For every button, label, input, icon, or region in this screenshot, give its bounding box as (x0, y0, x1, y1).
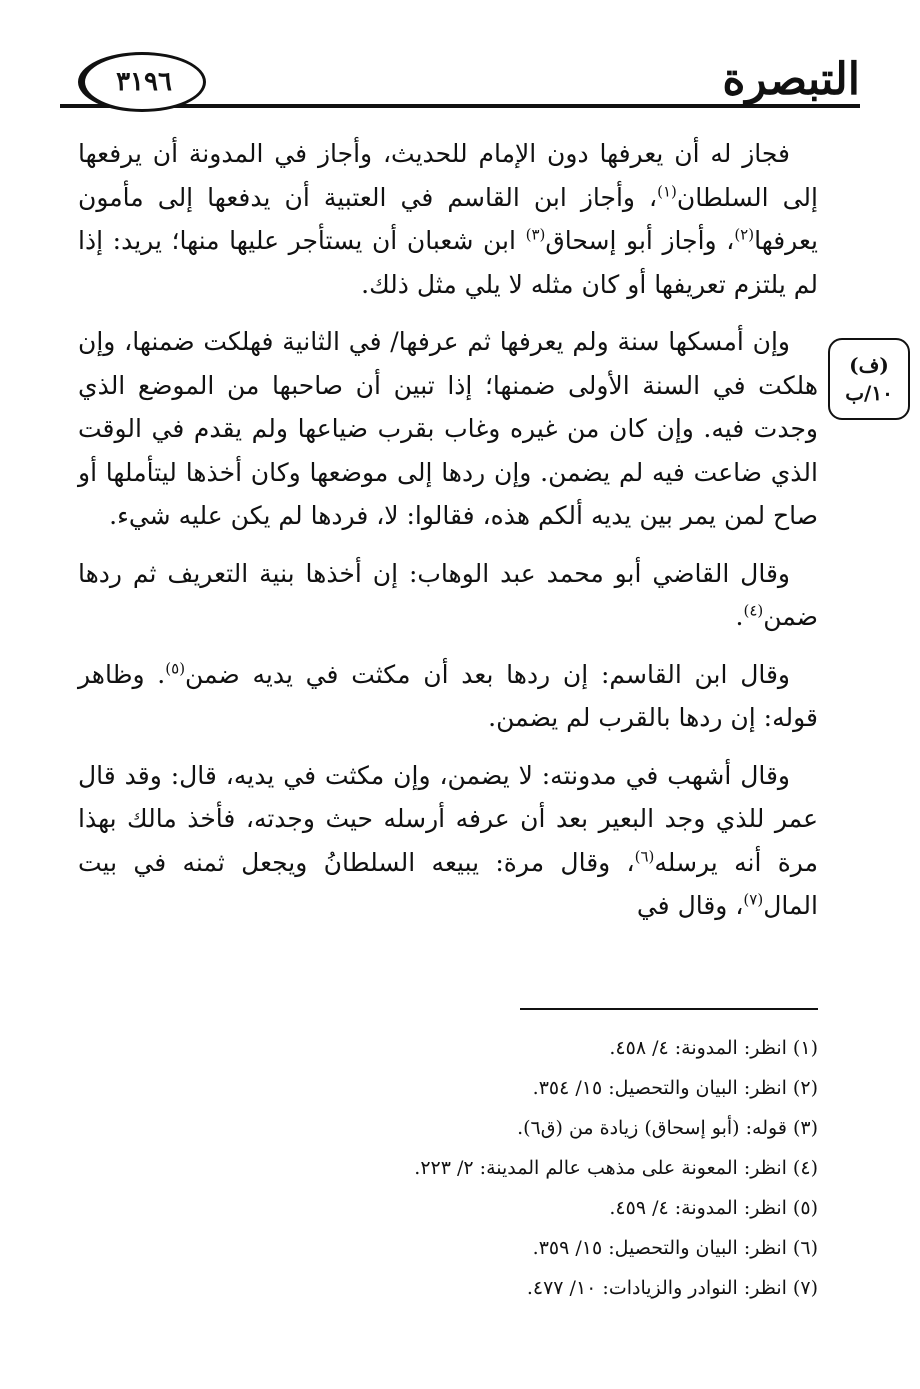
manuscript-margin-note (828, 338, 910, 420)
paragraph-4 (78, 653, 818, 740)
margin-note-line1: (ف) (849, 353, 889, 377)
paragraph-text: ابن شعبان أن يستأجر عليها منها؛ يريد: إذا لم يلتزم تعريفها أو كان مثله لا يلي مثل ذلك. (78, 226, 818, 299)
paragraph-text: ، وأجاز أبو إسحاق (545, 226, 735, 255)
paragraph-text: . وظاهر قوله: إن ردها بالقرب لم يضمن. (78, 659, 818, 732)
paragraph-text: ، وأجاز ابن القاسم في العتبية أن يدفعها إلى مأمون يعرفها (78, 182, 818, 255)
footnotes (258, 1028, 818, 1308)
book-title: التبصرة (722, 54, 860, 105)
paragraph-text: . (735, 602, 744, 631)
paragraph-text: فجاز له أن يعرفها دون الإمام للحديث، وأجاز في المدونة أن يرفعها إلى السلطان (78, 139, 818, 212)
footnote-2: (٢) انظر: البيان والتحصيل: ١٥/ ٣٥٤. (532, 1077, 818, 1099)
page-header (60, 48, 860, 108)
footnote-ref: (٣) (525, 225, 546, 244)
footnote-divider (520, 1008, 818, 1010)
page-number-oval (78, 52, 206, 112)
paragraph-2: وإن أمسكها سنة ولم يعرفها ثم عرفها/ في الثانية فهلكت ضمنها، وإن هلكت في السنة الأولى ضمنها؛ إذا تبين أن صاحبها من الموضع الذي وجدت فيه. وإن كان من غيره وغاب بقرب ضياعها ولم يقدم في الوقت الذي ضاعت فيه لم يضمن. وإن ردها إلى موضعها وكان أخذها ليتأملها أو صاح لمن يمر بين يديه ألكم هذه، فقالوا: لا، فردها لم يكن عليه شيء. (78, 327, 818, 530)
footnote-6: (٦) انظر: البيان والتحصيل: ١٥/ ٣٥٩. (532, 1237, 818, 1259)
paragraph-1 (78, 132, 818, 306)
paragraph-text: وقال القاضي أبو محمد عبد الوهاب: إن أخذها بنية التعريف ثم ردها ضمن (78, 558, 818, 631)
footnote-ref: (٦) (634, 847, 655, 866)
paragraph-5 (78, 754, 818, 928)
footnote-ref: (٧) (743, 890, 764, 909)
footnote-7: (٧) انظر: النوادر والزيادات: ١٠/ ٤٧٧. (526, 1277, 818, 1299)
main-text (78, 132, 818, 942)
footnote-4: (٤) انظر: المعونة على مذهب عالم المدينة: ٢/ ٢٢٣. (414, 1157, 818, 1179)
margin-note-line2: ١٠/ب (845, 381, 893, 405)
paragraph-text: وقال أشهب في مدونته: لا يضمن، وإن مكثت في يديه، قال: وقد قال عمر للذي وجد البعير بعد أن عرفه أرسله حيث وجدته، فأخذ مالك بهذا مرة أنه يرسله (78, 760, 818, 877)
footnote-ref: (٤) (743, 601, 764, 620)
page-number: ٣١٩٦ (116, 67, 172, 97)
footnote-ref: (١) (657, 182, 677, 201)
footnote-1: (١) انظر: المدونة: ٤/ ٤٥٨. (609, 1037, 818, 1059)
footnote-ref: (٥) (165, 659, 186, 678)
footnote-5: (٥) انظر: المدونة: ٤/ ٤٥٩. (609, 1197, 818, 1219)
paragraph-3 (78, 552, 818, 639)
footnote-3: (٣) قوله: (أبو إسحاق) زيادة من (ق٦). (517, 1117, 818, 1139)
paragraph-text: ، وقال في (636, 891, 744, 920)
footnote-ref: (٢) (734, 225, 755, 244)
paragraph-text: وقال ابن القاسم: إن ردها بعد أن مكثت في يديه ضمن (185, 659, 791, 689)
paragraph-text: ، وقال مرة: يبيعه السلطانُ ويجعل ثمنه في بيت المال (78, 847, 818, 920)
